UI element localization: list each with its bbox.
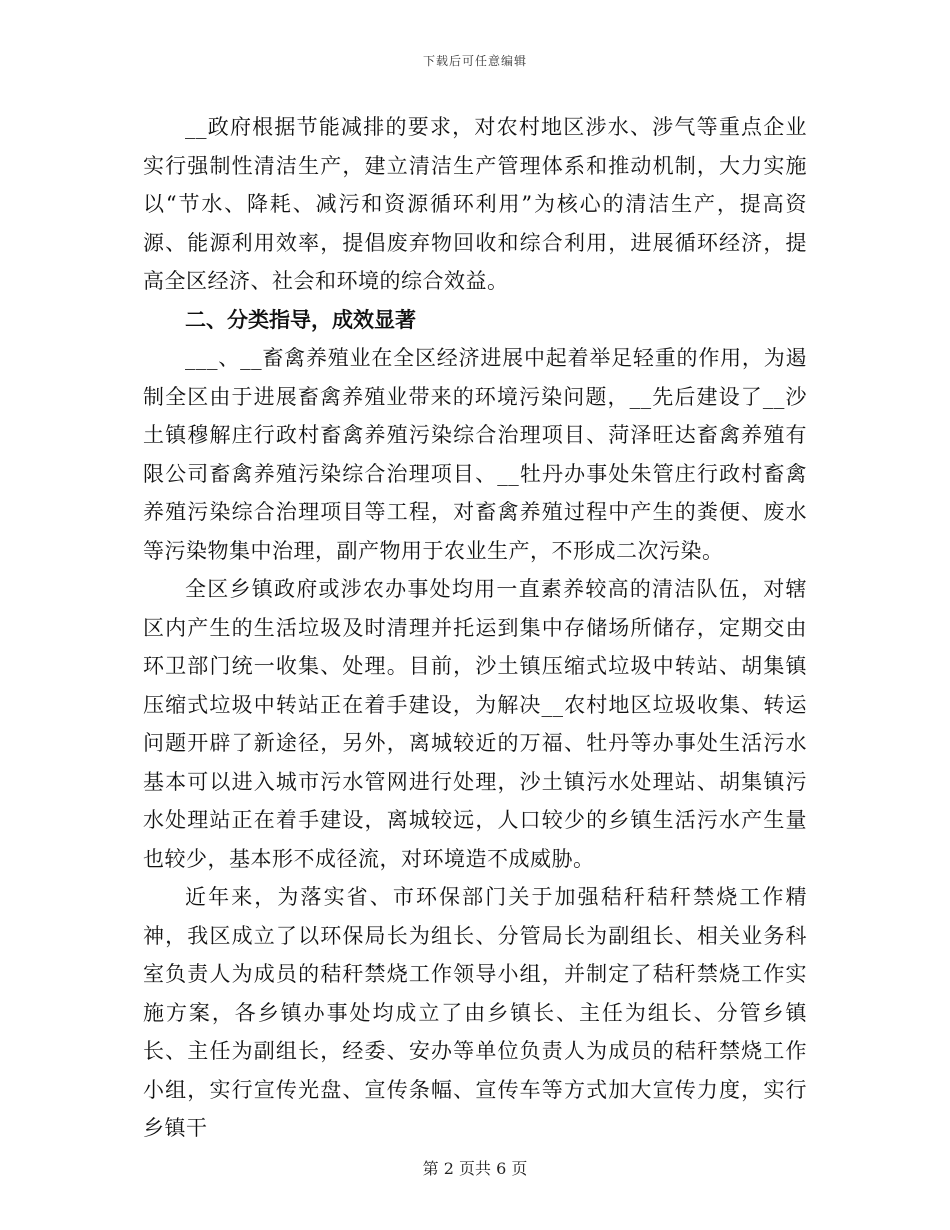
header-note: 下载后可任意编辑 xyxy=(422,54,527,68)
document-body xyxy=(143,108,807,1148)
page-number: 第 2 页共 6 页 xyxy=(422,1159,528,1178)
section-heading-2: 二、分类指导，成效显著 xyxy=(185,307,416,332)
paragraph-1: __政府根据节能减排的要求，对农村地区涉水、涉气等重点企业实行强制性清洁生产，建立清洁生产管理体系和推动机制，大力实施以“节水、降耗、减污和资源循环利用”为核心的清洁生产，提高资源、能源利用效率，提倡废弃物回收和综合利用，进展循环经济，提高全区经济、社会和环境的综合效益。 xyxy=(143,115,807,293)
paragraph-2: ___、__畜禽养殖业在全区经济进展中起着举足轻重的作用，为遏制全区由于进展畜禽养殖业带来的环境污染问题，__先后建设了__沙土镇穆解庄行政村畜禽养殖污染综合治理项目、菏泽旺达畜禽养殖有限公司畜禽养殖污染综合治理项目、__牡丹办事处朱管庄行政村畜禽养殖污染综合治理项目等工程，对畜禽养殖过程中产生的粪便、废水等污染物集中治理，副产物用于农业生产，不形成二次污染。 xyxy=(143,346,807,563)
paragraph-3: 全区乡镇政府或涉农办事处均用一直素养较高的清洁队伍，对辖区内产生的生活垃圾及时清理并托运到集中存储场所储存，定期交由环卫部门统一收集、处理。目前，沙土镇压缩式垃圾中转站、胡集镇压缩式垃圾中转站正在着手建设，为解决__农村地区垃圾收集、转运问题开辟了新途径，另外，离城较近的万福、牡丹等办事处生活污水基本可以进入城市污水管网进行处理，沙土镇污水处理站、胡集镇污水处理站正在着手建设，离城较远，人口较少的乡镇生活污水产生量也较少，基本形不成径流，对环境造不成威胁。 xyxy=(143,577,807,871)
paragraph-4: 近年来，为落实省、市环保部门关于加强秸秆秸秆禁烧工作精神，我区成立了以环保局长为组长、分管局长为副组长、相关业务科室负责人为成员的秸秆禁烧工作领导小组，并制定了秸秆禁烧工作实施方案，各乡镇办事处均成立了由乡镇长、主任为组长、分管乡镇长、主任为副组长，经委、安办等单位负责人为成员的秸秆禁烧工作小组，实行宣传光盘、宣传条幅、宣传车等方式加大宣传力度，实行乡镇干 xyxy=(143,885,807,1140)
